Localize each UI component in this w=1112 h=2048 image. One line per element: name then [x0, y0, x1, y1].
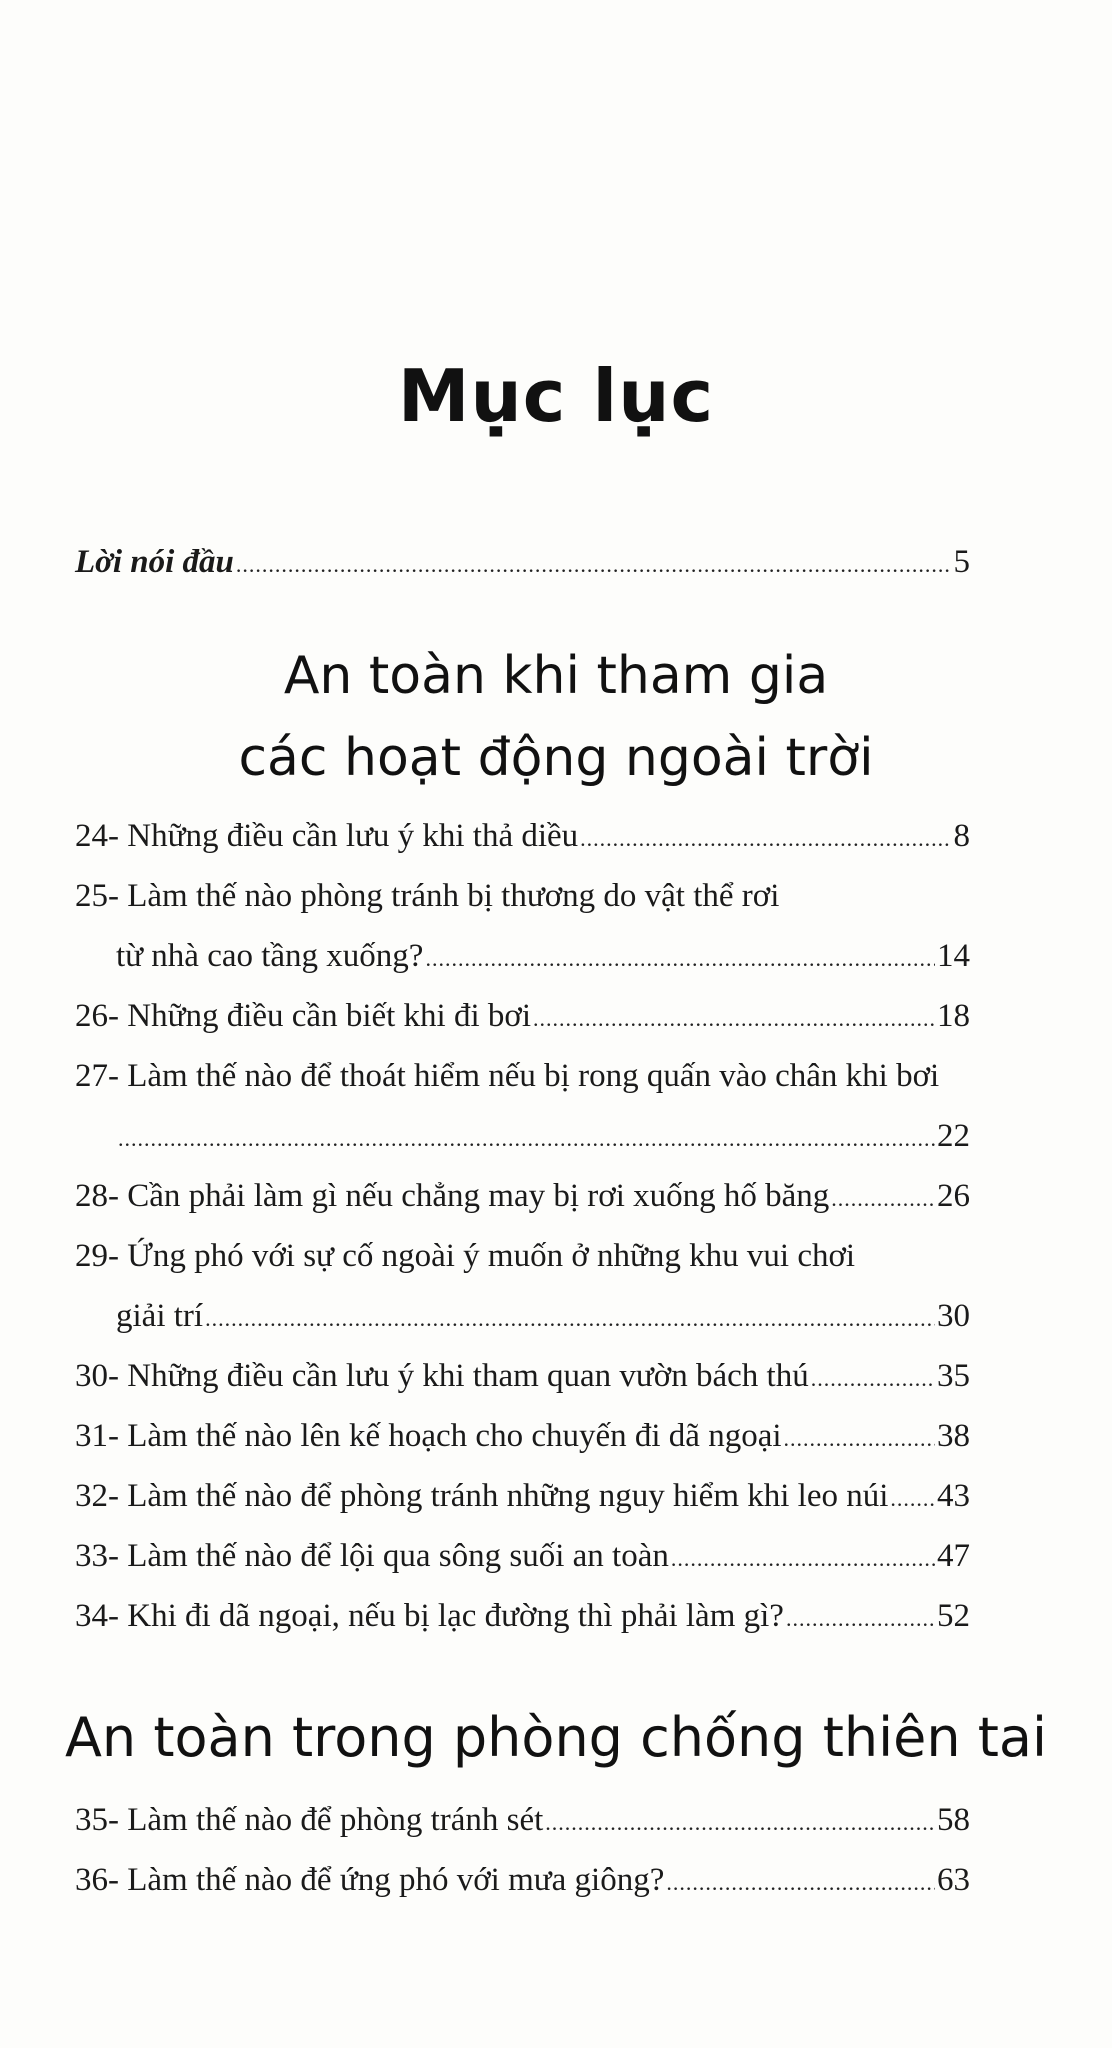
toc-entry-label: 27- Làm thế nào để thoát hiểm nếu bị rong quấn vào chân khi bơi	[75, 1058, 940, 1094]
toc-entry-label-cont: từ nhà cao tầng xuống?	[116, 938, 424, 974]
dot-leader	[890, 1479, 935, 1519]
toc-entry-label: 26- Những điều cần biết khi đi bơi	[75, 998, 532, 1034]
section-heading-outdoor-line2: các hoạt động ngoài trời	[238, 728, 874, 788]
toc-entry-29-cont[interactable]	[116, 1296, 970, 1339]
toc-entry-preface[interactable]	[75, 542, 970, 585]
toc-entry-page: 35	[937, 1358, 970, 1394]
toc-entry-page: 43	[937, 1478, 970, 1514]
toc-entry-35[interactable]	[75, 1800, 970, 1843]
toc-entry-30[interactable]	[75, 1356, 970, 1399]
toc-entry-page: 58	[937, 1802, 970, 1838]
dot-leader	[784, 1419, 935, 1459]
dot-leader	[831, 1179, 935, 1219]
dot-leader	[118, 1119, 935, 1159]
toc-entry-page: 63	[937, 1862, 970, 1898]
toc-entry-label: Lời nói đầu	[75, 544, 234, 580]
dot-leader	[425, 939, 935, 979]
dot-leader	[666, 1863, 935, 1903]
toc-entry-page: 26	[937, 1178, 970, 1214]
toc-entry-32[interactable]	[75, 1476, 970, 1519]
toc-entry-label: 34- Khi đi dã ngoại, nếu bị lạc đường thì phải làm gì?	[75, 1598, 784, 1634]
toc-entry-page: 5	[953, 544, 970, 580]
dot-leader	[205, 1299, 935, 1339]
toc-entry-page: 8	[953, 818, 970, 854]
toc-entry-31[interactable]	[75, 1416, 970, 1459]
toc-entry-27-cont[interactable]	[116, 1116, 970, 1159]
toc-entry-24[interactable]	[75, 816, 970, 859]
toc-entry-label: 28- Cần phải làm gì nếu chẳng may bị rơi xuống hố băng	[75, 1178, 830, 1214]
dot-leader	[580, 819, 951, 859]
toc-entry-page: 47	[937, 1538, 970, 1574]
toc-entry-28[interactable]	[75, 1176, 970, 1219]
toc-entry-25-cont[interactable]	[116, 936, 970, 979]
toc-entry-page: 30	[937, 1298, 970, 1334]
section-heading-disaster: An toàn trong phòng chống thiên tai	[64, 1706, 1048, 1769]
toc-entry-label: 35- Làm thế nào để phòng tránh sét	[75, 1802, 544, 1838]
toc-entry-26[interactable]	[75, 996, 970, 1039]
dot-leader	[533, 999, 935, 1039]
dot-leader	[811, 1359, 935, 1399]
toc-entry-page: 38	[937, 1418, 970, 1454]
toc-entry-page: 18	[937, 998, 970, 1034]
toc-entry-29[interactable]	[75, 1236, 970, 1276]
dot-leader	[236, 545, 952, 585]
toc-entry-label: 25- Làm thế nào phòng tránh bị thương do vật thể rơi	[75, 878, 780, 914]
toc-entry-page: 22	[937, 1118, 970, 1154]
dot-leader	[671, 1539, 935, 1579]
toc-entry-label: 31- Làm thế nào lên kế hoạch cho chuyến đi dã ngoại	[75, 1418, 782, 1454]
dot-leader	[786, 1599, 935, 1639]
toc-entry-label: 32- Làm thế nào để phòng tránh những nguy hiểm khi leo núi	[75, 1478, 889, 1514]
toc-entry-label-cont: giải trí	[116, 1298, 204, 1334]
toc-entry-36[interactable]	[75, 1860, 970, 1903]
toc-entry-label: 29- Ứng phó với sự cố ngoài ý muốn ở những khu vui chơi	[75, 1238, 856, 1274]
toc-entry-27[interactable]	[75, 1056, 970, 1096]
toc-entry-page: 52	[937, 1598, 970, 1634]
toc-entry-25[interactable]	[75, 876, 970, 916]
toc-entry-label: 36- Làm thế nào để ứng phó với mưa giông?	[75, 1862, 665, 1898]
toc-entry-34[interactable]	[75, 1596, 970, 1639]
section-heading-outdoor-line1: An toàn khi tham gia	[283, 646, 829, 706]
toc-entry-page: 14	[937, 938, 970, 974]
toc-entry-label: 30- Những điều cần lưu ý khi tham quan vườn bách thú	[75, 1358, 809, 1394]
dot-leader	[545, 1803, 935, 1843]
toc-entry-label: 24- Những điều cần lưu ý khi thả diều	[75, 818, 579, 854]
toc-entry-33[interactable]	[75, 1536, 970, 1579]
toc-entry-label: 33- Làm thế nào để lội qua sông suối an toàn	[75, 1538, 669, 1574]
page-title: Mục lục	[397, 354, 715, 438]
